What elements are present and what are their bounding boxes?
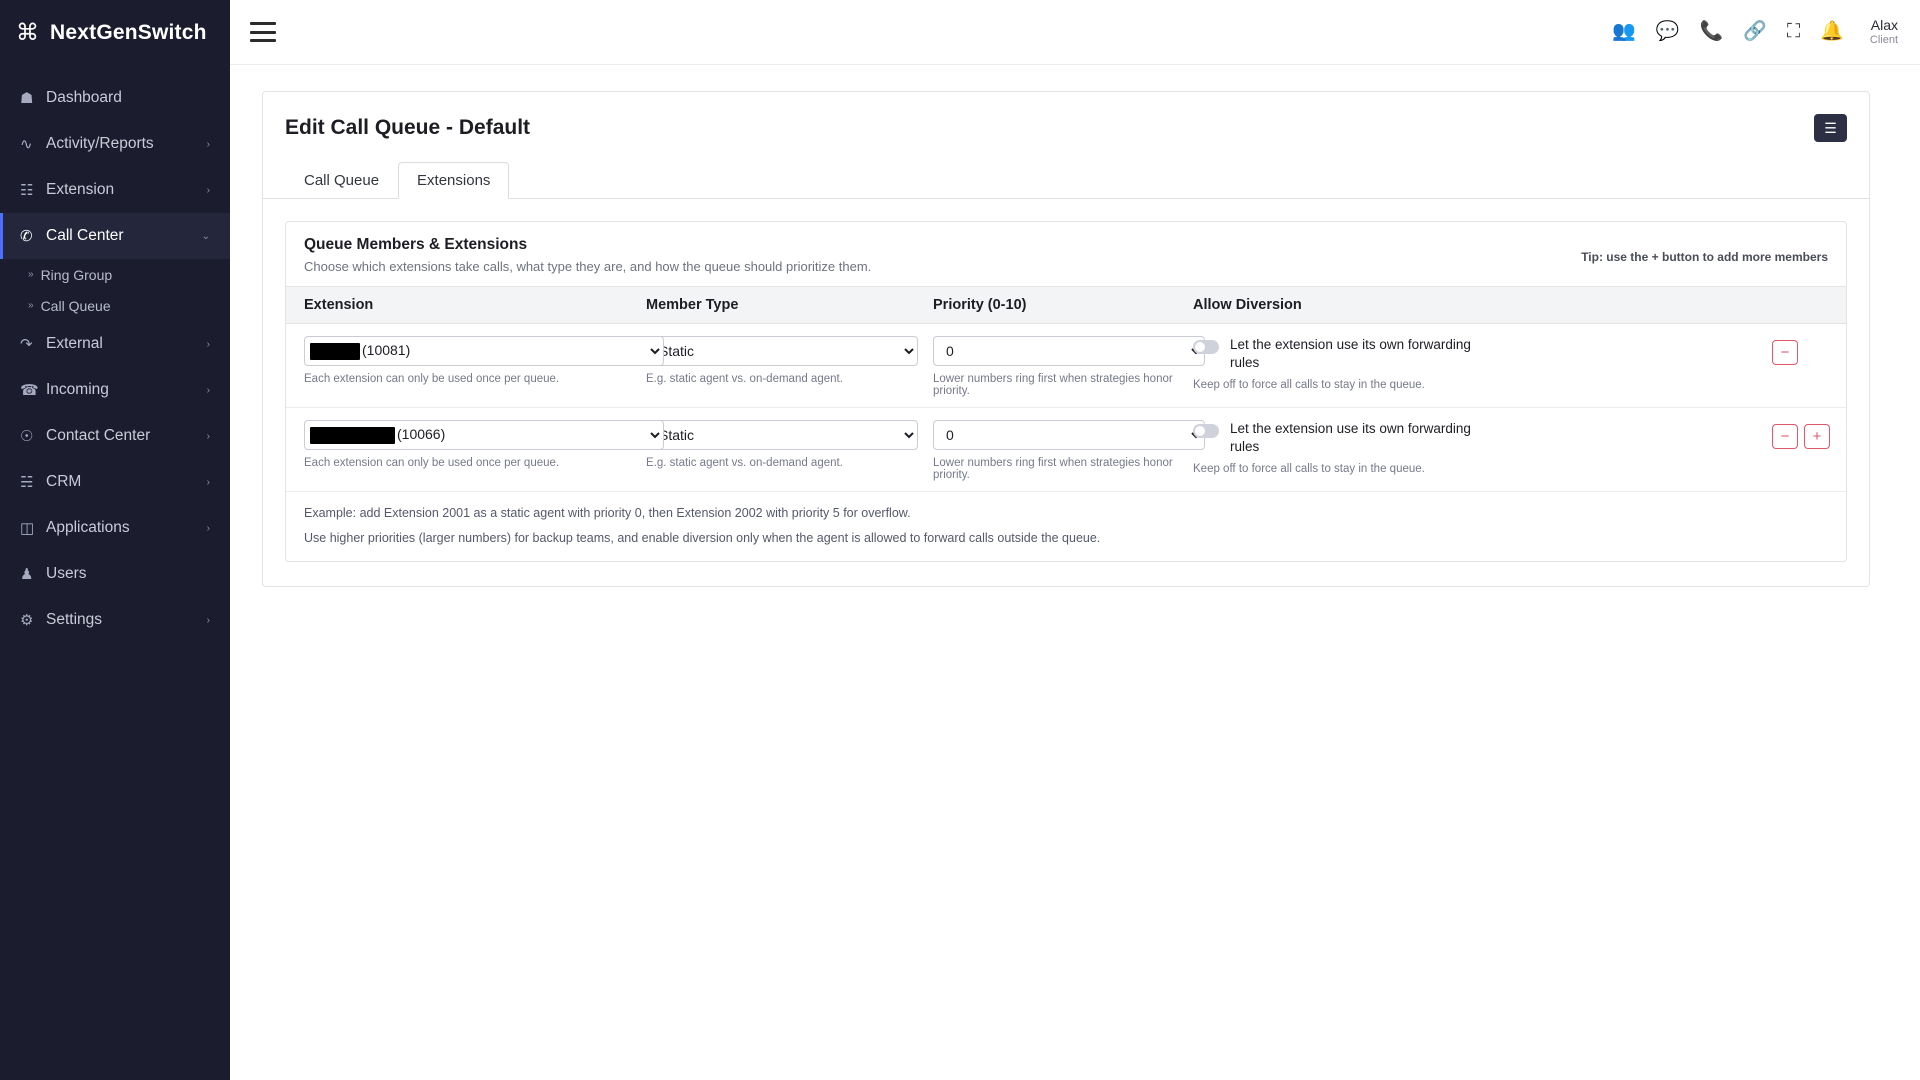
sidebar-item-call-center[interactable] xyxy=(0,213,230,259)
extension-number: (10081) xyxy=(362,342,411,358)
member-type-select[interactable] xyxy=(646,420,918,450)
user-menu[interactable] xyxy=(1870,17,1898,47)
row-actions xyxy=(1772,420,1846,449)
panel-header xyxy=(286,222,1846,286)
phone-icon[interactable]: 📞 xyxy=(1699,21,1724,43)
applications-icon: ◫ xyxy=(20,520,35,537)
call-center-icon: ✆ xyxy=(20,228,33,245)
column-header-member-type: Member Type xyxy=(646,297,739,313)
allow-diversion-cell xyxy=(1193,420,1772,475)
extension-hint: Each extension can only be used once per queue. xyxy=(304,457,560,469)
incoming-icon: ☎ xyxy=(20,382,39,399)
user-name: Alax xyxy=(1870,17,1898,33)
topbar xyxy=(230,0,1920,65)
member-type-cell xyxy=(646,420,933,469)
extension-icon: ☷ xyxy=(20,182,34,199)
page-title: Edit Call Queue - Default xyxy=(285,116,531,139)
queue-members-panel xyxy=(285,221,1847,562)
sidebar-subitem-label: Call Queue xyxy=(40,297,111,314)
priority-hint: Lower numbers ring first when strategies honor priority. xyxy=(933,373,1173,397)
grid-logo-icon: ⌘ xyxy=(16,19,39,45)
panel-title: Queue Members & Extensions xyxy=(304,236,528,253)
sidebar-item-dashboard[interactable] xyxy=(0,75,230,121)
sidebar-item-label: Dashboard xyxy=(46,89,122,106)
chevron-right-icon: › xyxy=(206,138,210,150)
chevron-right-icon: » xyxy=(28,269,34,280)
extension-cell xyxy=(286,336,646,385)
extension-number: (10066) xyxy=(397,426,446,442)
sidebar xyxy=(0,0,230,1080)
priority-cell xyxy=(933,420,1193,481)
priority-cell xyxy=(933,336,1193,397)
sidebar-item-activity-reports[interactable] xyxy=(0,121,230,167)
priority-select[interactable] xyxy=(933,420,1205,450)
extension-cell xyxy=(286,420,646,469)
sidebar-item-label: Contact Center xyxy=(46,427,151,444)
content xyxy=(230,65,1920,587)
activity-icon: ∿ xyxy=(20,136,33,153)
sidebar-item-incoming[interactable] xyxy=(0,367,230,413)
users-icon: ♟ xyxy=(20,566,34,583)
sidebar-item-label: Settings xyxy=(46,611,103,628)
chevron-right-icon: › xyxy=(206,184,210,196)
sidebar-item-crm[interactable] xyxy=(0,459,230,505)
example-line: Example: add Extension 2001 as a static agent with priority 0, then Extension 2002 with priority 5 for overflow. xyxy=(304,506,911,520)
sidebar-item-applications[interactable] xyxy=(0,505,230,551)
row-actions xyxy=(1772,336,1846,365)
hamburger-icon[interactable] xyxy=(250,22,276,42)
table-row xyxy=(286,408,1846,492)
allow-diversion-toggle[interactable] xyxy=(1193,424,1219,438)
settings-icon: ⚙ xyxy=(20,612,34,629)
table-row xyxy=(286,324,1846,408)
chevron-right-icon: › xyxy=(206,476,210,488)
column-header-allow-diversion: Allow Diversion xyxy=(1193,297,1302,313)
column-header-priority: Priority (0-10) xyxy=(933,297,1027,313)
member-type-cell xyxy=(646,336,933,385)
allow-diversion-toggle[interactable] xyxy=(1193,340,1219,354)
column-header-extension: Extension xyxy=(304,297,374,313)
priority-hint: Lower numbers ring first when strategies honor priority. xyxy=(933,457,1173,481)
member-type-hint: E.g. static agent vs. on-demand agent. xyxy=(646,457,843,469)
sidebar-item-label: Applications xyxy=(46,519,130,536)
member-type-select[interactable] xyxy=(646,336,918,366)
edit-call-queue-card xyxy=(262,91,1870,587)
sidebar-item-label: Activity/Reports xyxy=(46,135,154,152)
sidebar-item-label: Extension xyxy=(46,181,115,198)
list-icon[interactable]: ☰ xyxy=(1814,114,1847,142)
sidebar-item-external[interactable] xyxy=(0,321,230,367)
member-type-hint: E.g. static agent vs. on-demand agent. xyxy=(646,373,843,385)
fullscreen-icon[interactable]: ⛶ xyxy=(1786,21,1801,43)
allow-diversion-label: Let the extension use its own forwarding rules xyxy=(1230,421,1471,455)
examples-block xyxy=(286,492,1846,561)
sidebar-item-users[interactable] xyxy=(0,551,230,597)
allow-diversion-cell xyxy=(1193,336,1772,391)
remove-member-button[interactable]: − xyxy=(1772,424,1798,449)
chevron-down-icon: ⌄ xyxy=(201,230,210,242)
sidebar-subitem-label: Ring Group xyxy=(40,266,113,283)
sidebar-item-extension[interactable] xyxy=(0,167,230,213)
allow-diversion-hint: Keep off to force all calls to stay in the queue. xyxy=(1193,379,1425,392)
redaction-bar xyxy=(310,343,360,360)
chevron-right-icon: › xyxy=(206,614,210,626)
contacts-icon[interactable]: 👥 xyxy=(1612,21,1636,43)
brand[interactable] xyxy=(0,0,230,65)
sidebar-item-contact-center[interactable] xyxy=(0,413,230,459)
sidebar-item-label: CRM xyxy=(46,473,82,490)
bell-icon[interactable]: 🔔 xyxy=(1820,21,1844,43)
tab-call-queue[interactable]: Call Queue xyxy=(304,172,380,189)
link-icon[interactable]: 🔗 xyxy=(1743,21,1767,43)
redaction-bar xyxy=(310,427,395,444)
allow-diversion-hint: Keep off to force all calls to stay in the queue. xyxy=(1193,463,1425,476)
example-line: Use higher priorities (larger numbers) for backup teams, and enable diversion only when the agent is allowed to forward calls outside the queue. xyxy=(304,531,1101,545)
panel-subtitle: Choose which extensions take calls, what type they are, and how the queue should prioritize them. xyxy=(304,259,872,274)
sidebar-item-label: External xyxy=(46,335,103,352)
sidebar-item-label: Call Center xyxy=(46,227,124,244)
extension-hint: Each extension can only be used once per queue. xyxy=(304,373,560,385)
add-member-button[interactable]: + xyxy=(1804,424,1830,449)
tab-extensions[interactable]: Extensions xyxy=(398,162,509,199)
home-icon: ☗ xyxy=(20,90,34,107)
sidebar-item-call-queue[interactable] xyxy=(0,290,230,321)
sidebar-nav xyxy=(0,65,230,643)
sidebar-item-label: Incoming xyxy=(46,381,109,398)
main-area xyxy=(230,0,1920,1080)
user-role: Client xyxy=(1869,33,1898,46)
topbar-actions xyxy=(1612,17,1898,47)
brand-name: NextGenSwitch xyxy=(50,20,207,44)
sidebar-item-ring-group[interactable] xyxy=(0,259,230,290)
chevron-right-icon: › xyxy=(206,430,210,442)
panel-tip: Tip: use the + button to add more members xyxy=(1581,250,1828,264)
chevron-right-icon: › xyxy=(206,522,210,534)
priority-select[interactable] xyxy=(933,336,1205,366)
allow-diversion-label: Let the extension use its own forwarding rules xyxy=(1230,337,1471,371)
contact-center-icon: ☉ xyxy=(20,428,34,445)
sidebar-item-label: Users xyxy=(46,565,87,582)
tabs xyxy=(263,148,1869,199)
table-header xyxy=(286,286,1846,324)
chat-icon[interactable]: 💬 xyxy=(1655,21,1680,43)
sidebar-item-settings[interactable] xyxy=(0,597,230,643)
remove-member-button[interactable]: − xyxy=(1772,340,1798,365)
chevron-right-icon: › xyxy=(206,384,210,396)
crm-icon: ☵ xyxy=(20,474,34,491)
chevron-right-icon: » xyxy=(28,300,34,311)
card-header xyxy=(263,92,1869,148)
external-icon: ↷ xyxy=(20,336,33,353)
chevron-right-icon: › xyxy=(206,338,210,350)
